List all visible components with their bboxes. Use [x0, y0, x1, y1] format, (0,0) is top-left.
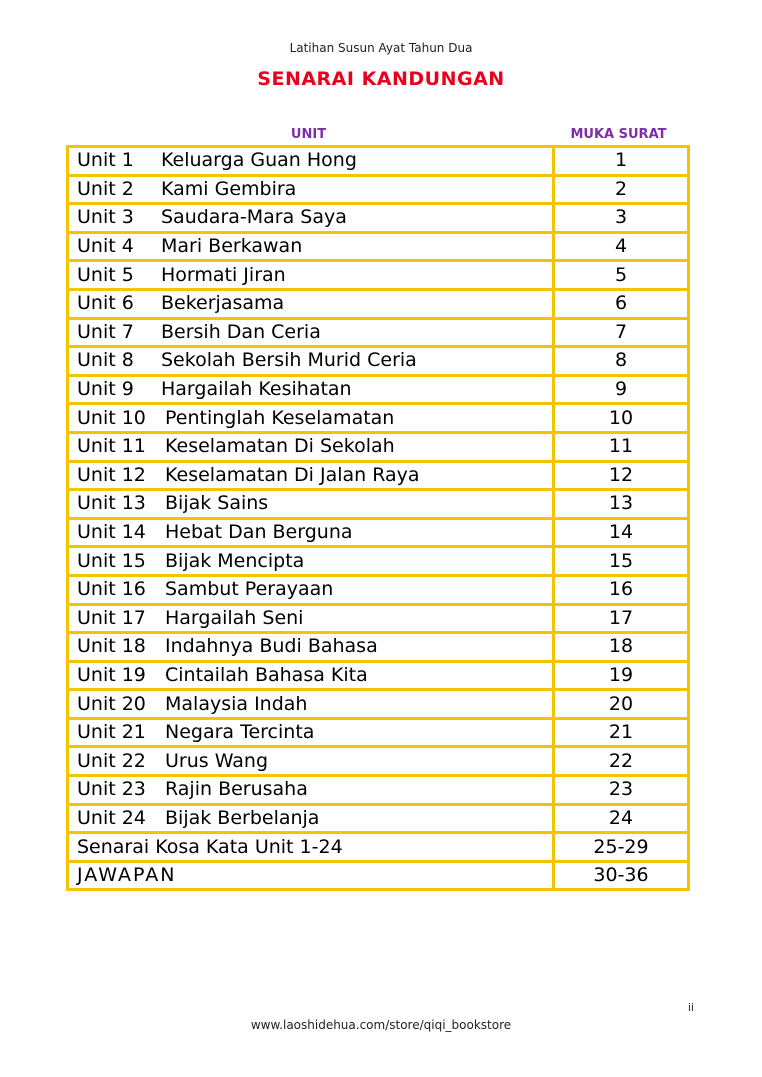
footer-url: www.laoshidehua.com/store/qiqi_bookstore: [250, 1018, 512, 1032]
table-row: [68, 461, 689, 490]
unit-title: Keluarga Guan Hong: [161, 149, 357, 172]
unit-title: Cintailah Bahasa Kita: [165, 663, 368, 686]
unit-title: Hebat Dan Berguna: [165, 521, 353, 544]
table-row: [68, 718, 689, 747]
unit-cell: [68, 518, 554, 547]
page-cell: 12: [554, 461, 689, 490]
unit-number: Unit 8: [77, 349, 134, 372]
page-cell: 13: [554, 490, 689, 519]
column-heading-page: MUKA SURAT: [570, 127, 667, 142]
page-cell: 19: [554, 661, 689, 690]
unit-cell: [68, 147, 554, 176]
unit-title: Bijak Berbelanja: [165, 806, 320, 829]
unit-title: Keselamatan Di Jalan Raya: [165, 463, 420, 486]
unit-number: Unit 16: [77, 578, 146, 601]
unit-cell: [68, 690, 554, 719]
unit-title: Bersih Dan Ceria: [161, 320, 321, 343]
table-row: [68, 261, 689, 290]
unit-title: Bekerjasama: [161, 292, 285, 315]
page-cell: 24: [554, 804, 689, 833]
table-row: [68, 289, 689, 318]
unit-title: Hormati Jiran: [161, 263, 286, 286]
page-cell: 3: [554, 204, 689, 233]
unit-number: Unit 19: [77, 663, 146, 686]
page-title: SENARAI KANDUNGAN: [257, 68, 505, 90]
page-cell: 8: [554, 347, 689, 376]
table-row: [68, 747, 689, 776]
page-cell: 7: [554, 318, 689, 347]
table-row: [68, 404, 689, 433]
unit-number: Unit 14: [77, 521, 146, 544]
unit-number: Unit 6: [77, 292, 134, 315]
unit-title: Pentinglah Keselamatan: [165, 406, 395, 429]
unit-number: Unit 21: [77, 721, 146, 744]
page-cell: 17: [554, 604, 689, 633]
contents-table: [66, 145, 690, 891]
unit-cell: [68, 204, 554, 233]
unit-cell: [68, 375, 554, 404]
table-row: [68, 375, 689, 404]
unit-number: Unit 9: [77, 378, 134, 401]
unit-cell: [68, 232, 554, 261]
table-row: [68, 432, 689, 461]
unit-number: Unit 22: [77, 749, 146, 772]
unit-number: Unit 7: [77, 320, 134, 343]
table-row: [68, 633, 689, 662]
unit-cell: [68, 175, 554, 204]
page-cell: 6: [554, 289, 689, 318]
page-cell: 18: [554, 633, 689, 662]
unit-cell: [68, 747, 554, 776]
document-subtitle: Latihan Susun Ayat Tahun Dua: [289, 41, 473, 55]
unit-title: Kami Gembira: [161, 177, 297, 200]
unit-cell: [68, 347, 554, 376]
unit-cell: [68, 461, 554, 490]
table-row: [68, 575, 689, 604]
unit-cell: [68, 804, 554, 833]
unit-cell: [68, 318, 554, 347]
unit-cell: [68, 718, 554, 747]
unit-title: Keselamatan Di Sekolah: [165, 435, 395, 458]
unit-cell: [68, 776, 554, 805]
page-cell: 5: [554, 261, 689, 290]
unit-title: Bijak Sains: [165, 492, 269, 515]
unit-title: Rajin Berusaha: [165, 778, 308, 801]
unit-title: Indahnya Budi Bahasa: [165, 635, 378, 658]
table-row: [68, 318, 689, 347]
page-cell: 22: [554, 747, 689, 776]
table-row: [68, 518, 689, 547]
unit-title: Hargailah Kesihatan: [161, 378, 352, 401]
unit-title: Negara Tercinta: [165, 721, 315, 744]
unit-number: Unit 11: [77, 435, 146, 458]
unit-number: Unit 24: [77, 806, 146, 829]
unit-title: Urus Wang: [165, 749, 269, 772]
unit-number: Unit 1: [77, 149, 134, 172]
page-cell: 10: [554, 404, 689, 433]
table-row: [68, 147, 689, 176]
table-row: [68, 661, 689, 690]
unit-title: Saudara-Mara Saya: [161, 206, 347, 229]
unit-number: Unit 5: [77, 263, 134, 286]
page-cell: 30-36: [554, 861, 689, 890]
unit-cell: [68, 661, 554, 690]
page-cell: 20: [554, 690, 689, 719]
unit-number: Unit 4: [77, 235, 134, 258]
unit-cell: [68, 604, 554, 633]
unit-cell: [68, 633, 554, 662]
table-row: [68, 232, 689, 261]
unit-title: Hargailah Seni: [165, 606, 304, 629]
extra-label: JAWAPAN: [68, 861, 554, 890]
unit-number: Unit 18: [77, 635, 146, 658]
column-heading-unit: UNIT: [290, 127, 327, 142]
unit-title: Mari Berkawan: [161, 235, 303, 258]
table-row: [68, 604, 689, 633]
unit-number: Unit 12: [77, 463, 146, 486]
unit-cell: [68, 289, 554, 318]
table-row: [68, 490, 689, 519]
unit-cell: [68, 547, 554, 576]
table-row: [68, 804, 689, 833]
page-cell: 2: [554, 175, 689, 204]
table-row: [68, 690, 689, 719]
unit-number: Unit 20: [77, 692, 146, 715]
unit-number: Unit 15: [77, 549, 146, 572]
table-row: [68, 547, 689, 576]
page-cell: 9: [554, 375, 689, 404]
unit-cell: [68, 490, 554, 519]
unit-cell: [68, 261, 554, 290]
table-row: [68, 776, 689, 805]
unit-number: Unit 17: [77, 606, 146, 629]
table-row: [68, 347, 689, 376]
page-cell: 16: [554, 575, 689, 604]
page-cell: 1: [554, 147, 689, 176]
unit-title: Sekolah Bersih Murid Ceria: [161, 349, 417, 372]
unit-cell: [68, 432, 554, 461]
table-row: [68, 204, 689, 233]
unit-cell: [68, 404, 554, 433]
page-cell: 23: [554, 776, 689, 805]
table-row: [68, 833, 689, 862]
unit-cell: [68, 575, 554, 604]
unit-title: Malaysia Indah: [165, 692, 308, 715]
page-cell: 21: [554, 718, 689, 747]
unit-number: Unit 2: [77, 177, 134, 200]
extra-label: Senarai Kosa Kata Unit 1-24: [68, 833, 554, 862]
page-cell: 25-29: [554, 833, 689, 862]
page-cell: 4: [554, 232, 689, 261]
page-cell: 11: [554, 432, 689, 461]
unit-number: Unit 23: [77, 778, 146, 801]
unit-number: Unit 10: [77, 406, 146, 429]
table-row: [68, 861, 689, 890]
page-cell: 15: [554, 547, 689, 576]
unit-number: Unit 3: [77, 206, 134, 229]
page-cell: 14: [554, 518, 689, 547]
unit-title: Sambut Perayaan: [165, 578, 334, 601]
table-row: [68, 175, 689, 204]
page-number: ii: [687, 1001, 694, 1014]
unit-title: Bijak Mencipta: [165, 549, 305, 572]
unit-number: Unit 13: [77, 492, 146, 515]
